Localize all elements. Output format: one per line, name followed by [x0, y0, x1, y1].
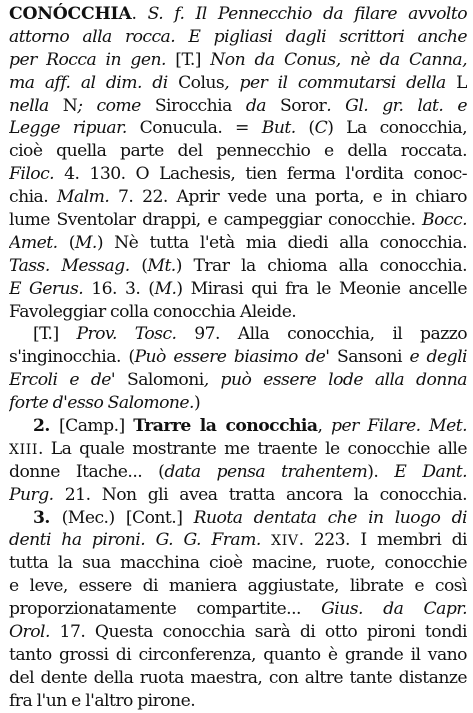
- text-segment: ma aff. al dim. di: [9, 72, 168, 93]
- text-segment: (: [129, 255, 148, 276]
- headword: CONÓCCHIA: [9, 4, 132, 24]
- text-segment: 7. 22. Aprir vede una porta, e in chiaro: [109, 187, 467, 208]
- text-segment: S. f. Il Pennecchio da filare avvolto: [147, 4, 467, 24]
- text-segment: Colus: [167, 72, 225, 93]
- text-segment: 21. Non gli avea tratta ancora la conocchia.: [53, 484, 467, 505]
- text-segment: lume Sventolar drappi, e campeggiar conocchie.: [9, 210, 423, 231]
- entry-line: [9, 186, 467, 209]
- text-segment: Può essere biasimo de': [134, 347, 330, 368]
- text-segment: [T.]: [165, 49, 211, 70]
- text-segment: . La quale mostrante me traente le conocchie alle: [37, 438, 467, 459]
- text-segment: , può essere lode alla donna: [203, 370, 467, 391]
- entry-line: [9, 598, 467, 621]
- entry-line: [9, 301, 467, 324]
- text-segment: E Gerus.: [9, 278, 84, 299]
- entry-line: [9, 644, 467, 667]
- text-segment: [Cont.]: [125, 507, 194, 528]
- text-segment: Amet.: [9, 232, 58, 253]
- text-segment: Salomoni: [115, 370, 204, 391]
- text-segment: Legge ripuar.: [9, 118, 127, 139]
- text-segment: [T.]: [33, 324, 77, 345]
- text-segment: (: [295, 118, 315, 139]
- text-segment: proporzionatamente compartite...: [9, 599, 322, 620]
- text-segment: Malm.: [56, 187, 110, 208]
- text-segment: Tass. Messag.: [9, 255, 130, 276]
- text-segment: forte d'esso Salomone.: [9, 393, 194, 414]
- text-segment: [261, 530, 271, 550]
- text-segment: [Camp.]: [58, 416, 134, 437]
- text-segment: s'inginocchia. (: [9, 347, 135, 368]
- entry-line: [9, 667, 467, 690]
- entry-line: [9, 209, 467, 232]
- entry-line: [9, 484, 467, 507]
- entry-line: [9, 507, 467, 530]
- text-segment: [57, 370, 69, 390]
- text-segment: Orol.: [9, 622, 50, 643]
- text-segment: E Dant.: [394, 461, 467, 482]
- text-segment: M.: [74, 232, 97, 253]
- entry-line: [9, 529, 467, 552]
- text-segment: Bocc.: [422, 210, 467, 231]
- text-segment: 16. 3. (: [83, 278, 155, 299]
- text-segment: Ercoli: [9, 370, 58, 391]
- entry-line: [9, 438, 467, 461]
- text-segment: chia.: [9, 187, 57, 208]
- entry-line: [9, 72, 467, 95]
- text-segment: 17. Questa conocchia sarà di otto pironi tondi: [49, 622, 467, 643]
- text-segment: attorno alla rocca. E pigliasi dagli scrittori anche: [9, 26, 467, 47]
- text-segment: Soror: [265, 95, 327, 116]
- text-segment: nella: [9, 95, 49, 116]
- text-segment: ) Trar la chioma alla conocchia.: [175, 255, 467, 276]
- entry-line: [9, 232, 467, 255]
- entry-line: [9, 461, 467, 484]
- text-segment: Gius. da Capr.: [321, 599, 467, 620]
- text-segment: ) Mirasi qui fra le Meonie ancelle: [176, 278, 467, 299]
- text-segment: Purg.: [9, 484, 54, 505]
- text-segment: Favoleggiar colla conocchia Aleide.: [9, 301, 297, 322]
- text-segment: cioè quella parte del pennecchio e della roccata.: [9, 141, 467, 162]
- text-segment: tutta la sua macchina cioè macine, ruote, conocchie: [9, 553, 467, 574]
- text-segment: ).: [367, 461, 395, 482]
- entry-line: [9, 26, 467, 49]
- text-segment: Filoc.: [9, 164, 55, 185]
- text-segment: Non da Conus, nè da Canna,: [210, 49, 467, 70]
- entry-line: [9, 140, 467, 163]
- entry-line: [9, 621, 467, 644]
- entry-line: [9, 575, 467, 598]
- text-segment: Sansoni: [329, 347, 410, 368]
- entry-headline: [9, 3, 467, 26]
- text-segment: e leve, essere di maniera aggiustate, librate e così: [9, 576, 467, 597]
- text-segment: Trarre la conocchia: [133, 416, 318, 437]
- text-segment: .: [131, 4, 148, 24]
- text-segment: fra l'un e l'altro pirone.: [9, 690, 196, 711]
- text-segment: per Rocca in gen.: [9, 49, 166, 70]
- entry-line: [9, 323, 467, 346]
- entry-line: [9, 95, 467, 118]
- text-segment: 3.: [33, 507, 62, 528]
- entry-line: [9, 369, 467, 392]
- text-segment: denti ha pironi. G. G. Fram.: [9, 530, 261, 551]
- text-segment: ) La conocchia,: [327, 118, 467, 139]
- text-segment: But.: [261, 118, 296, 139]
- text-segment: data pensa trahentem: [164, 461, 368, 482]
- text-segment: Mt.: [147, 255, 176, 276]
- text-segment: per Filare. Met.: [331, 416, 467, 437]
- entry-line: [9, 49, 467, 72]
- text-segment: 2.: [33, 416, 59, 437]
- text-segment: 97. Alla conocchia, il pazzo: [176, 324, 467, 345]
- text-segment: . 223. I membri di: [298, 530, 467, 551]
- text-segment: C: [314, 118, 328, 139]
- text-segment: 4. 130. O Lachesis, tien ferma l'ordita conoc-: [54, 164, 467, 185]
- entry-line: [9, 117, 467, 140]
- text-segment: Conucula. =: [126, 118, 262, 139]
- text-segment: N: [48, 95, 78, 116]
- entry-line: [9, 255, 467, 278]
- text-segment: Sirocchia: [140, 95, 246, 116]
- text-segment: (: [57, 232, 75, 253]
- entry-line: [9, 278, 467, 301]
- text-segment: XIII: [9, 441, 38, 458]
- text-segment: del dente della ruota maestra, con altre tante distanze: [9, 667, 467, 688]
- text-segment: ,: [317, 416, 331, 437]
- entry-line: [9, 415, 467, 438]
- text-segment: . Gl. gr. lat. e: [326, 95, 467, 116]
- text-segment: XIV: [271, 533, 299, 550]
- text-segment: e degli: [409, 347, 467, 368]
- text-segment: Prov. Tosc.: [76, 324, 177, 345]
- text-segment: Ruota dentata che in luogo di: [193, 507, 467, 528]
- entry-line: [9, 346, 467, 369]
- text-segment: ) Nè tutta l'età mia diedi alla conocchia.: [96, 232, 467, 253]
- text-segment: L: [445, 72, 467, 93]
- text-segment: e de': [69, 370, 116, 391]
- entry-line: [9, 552, 467, 575]
- entry-line: [9, 163, 467, 186]
- text-segment: M.: [154, 278, 177, 299]
- text-segment: donne Itache... (: [9, 461, 165, 482]
- text-segment: (Mec.): [61, 507, 126, 528]
- text-segment: ; come: [77, 95, 141, 116]
- text-segment: da: [245, 95, 266, 116]
- entry-line: [9, 690, 467, 713]
- text-segment: , per il commutarsi della: [224, 72, 446, 93]
- entry-line: [9, 392, 467, 415]
- text-segment: tanto grossi di circonferenza, quanto è grande il vano: [9, 644, 467, 665]
- text-segment: ): [193, 393, 201, 414]
